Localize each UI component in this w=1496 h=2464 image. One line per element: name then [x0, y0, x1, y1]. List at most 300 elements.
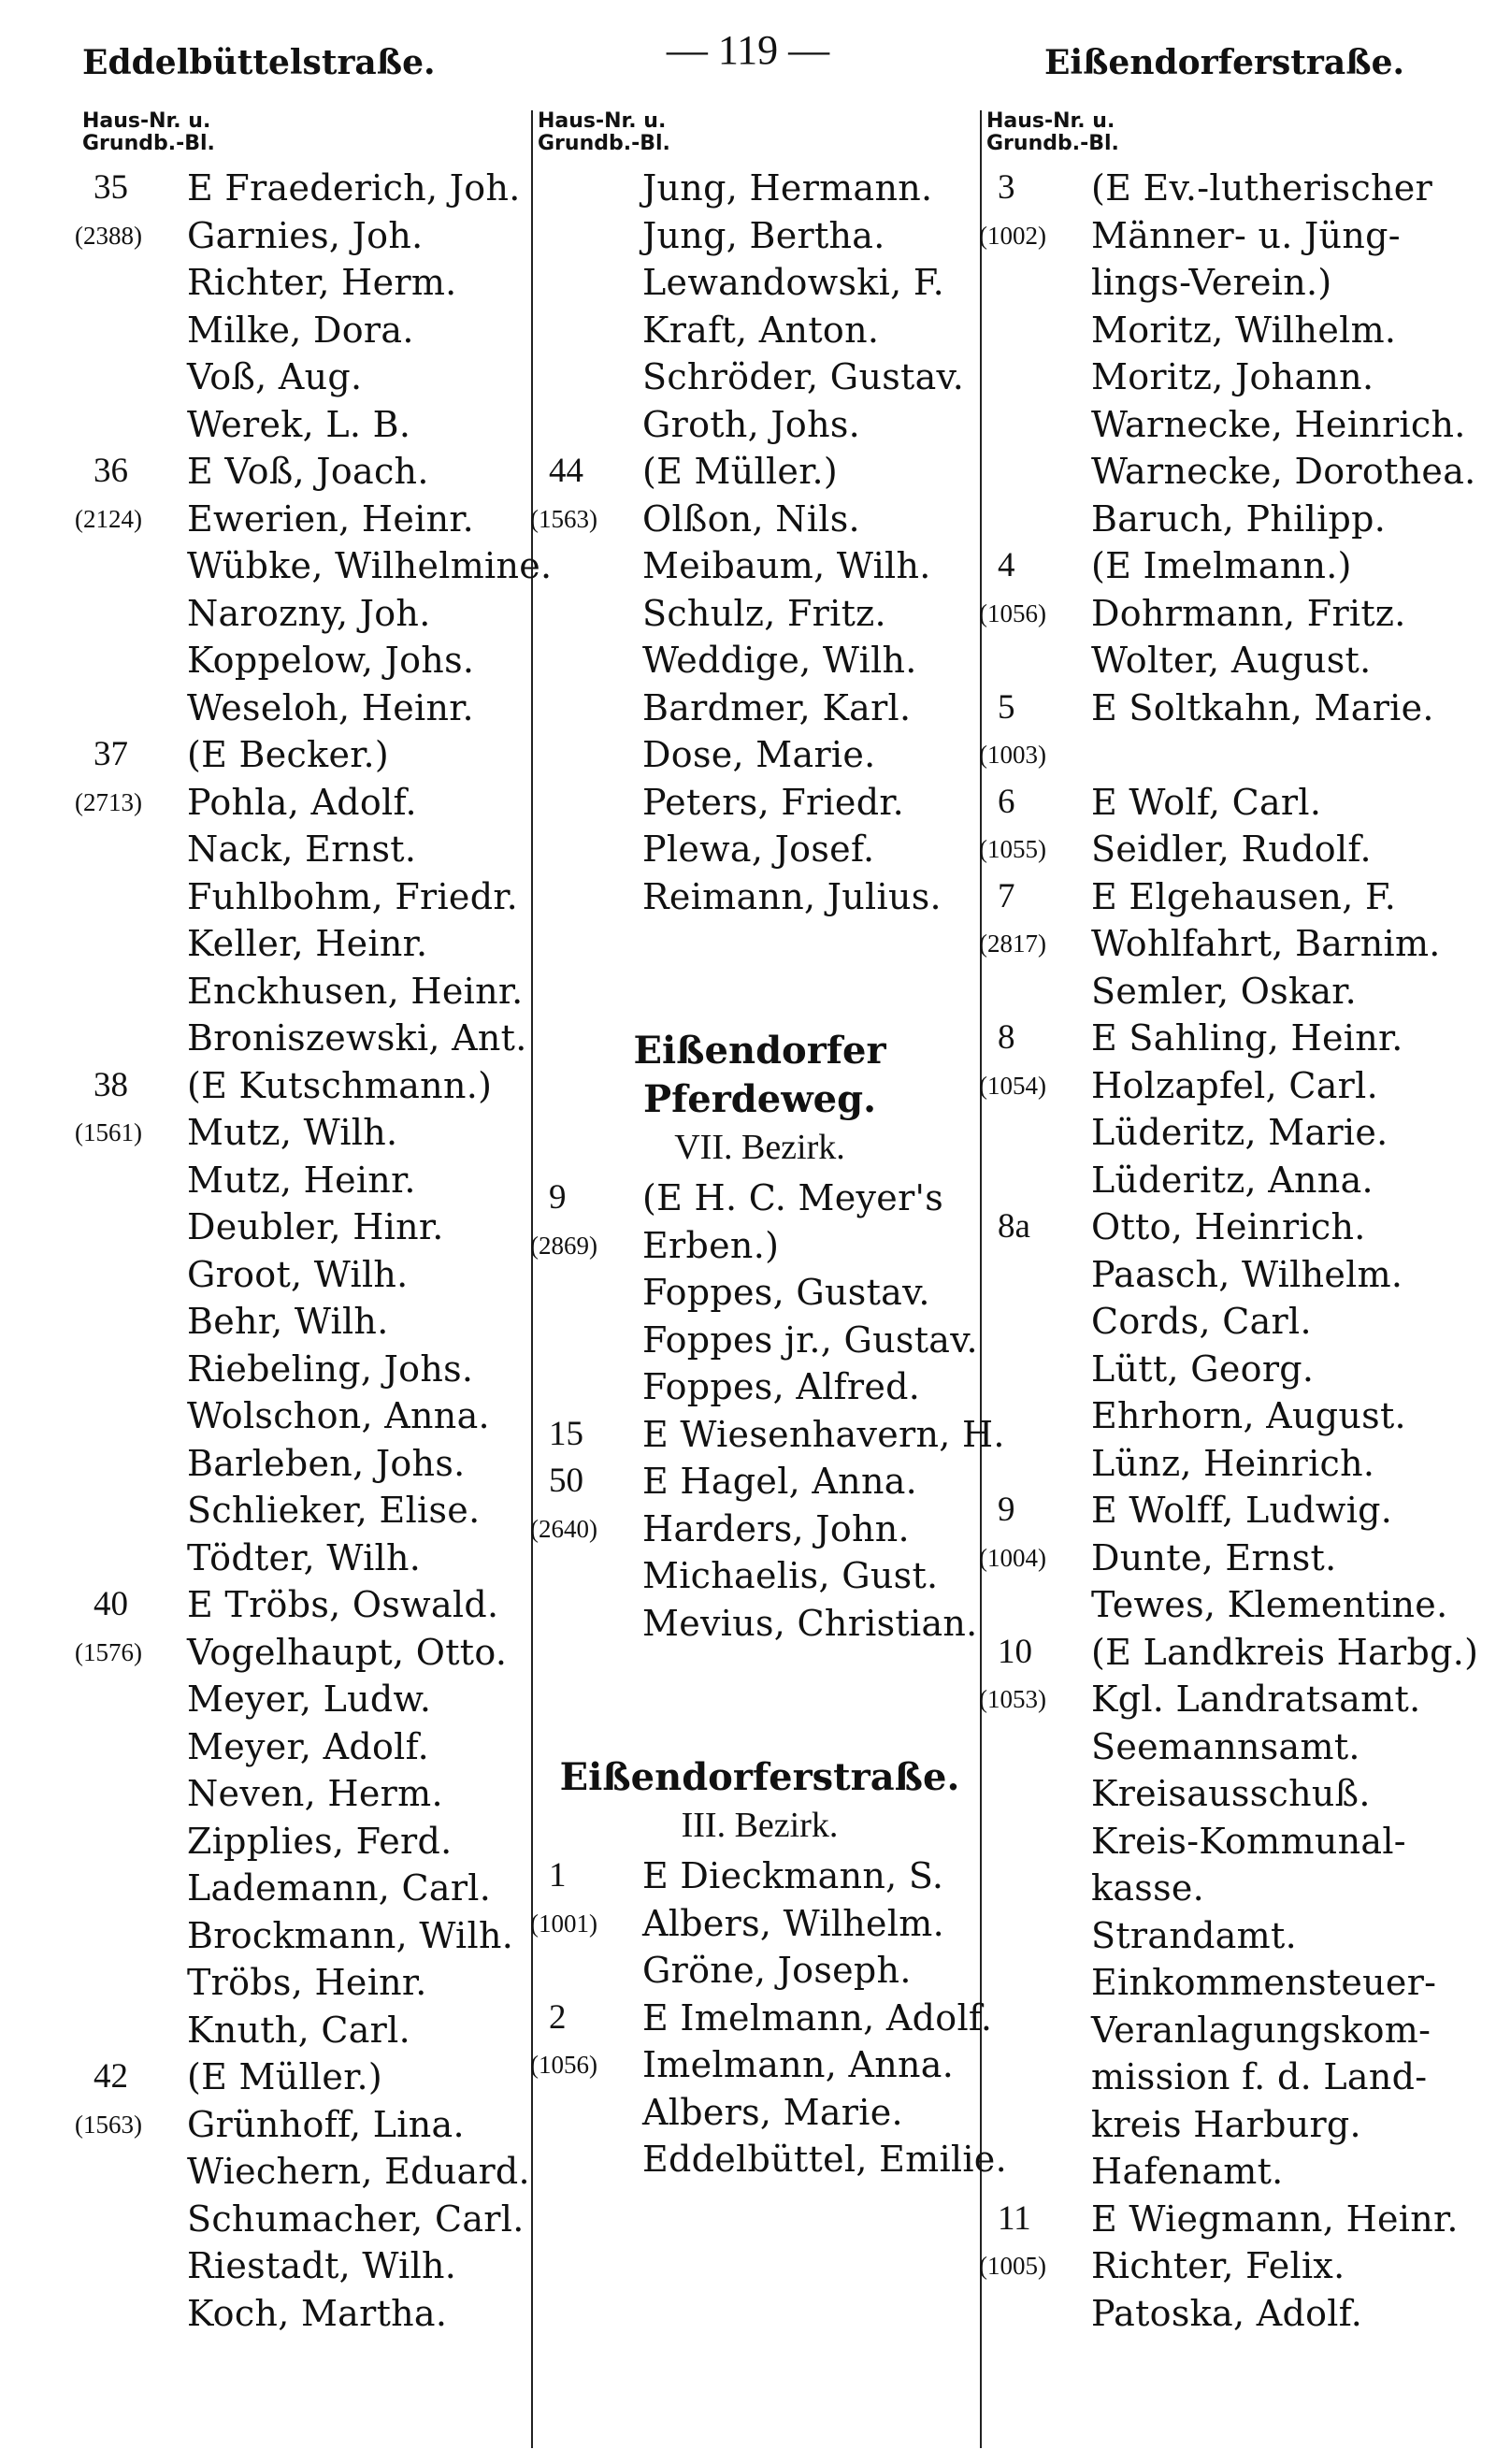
directory-entry	[986, 161, 1473, 209]
directory-entry	[538, 1849, 982, 1896]
resident-name: kreis Harburg.	[1091, 2103, 1361, 2145]
entry-list	[530, 161, 982, 917]
directory-entry	[538, 1454, 982, 1502]
resident-name: Wohlfahrt, Barnim.	[1091, 923, 1441, 964]
directory-entry	[538, 1407, 1005, 1455]
resident-name: Knuth, Carl.	[187, 2009, 410, 2051]
land-register-number: (2713)	[75, 787, 142, 816]
directory-entry	[538, 1943, 982, 1991]
directory-entry	[538, 1549, 982, 1596]
directory-entry	[979, 586, 1473, 634]
directory-entry	[979, 2239, 1473, 2286]
resident-name: Dunte, Ernst.	[1091, 1536, 1337, 1578]
directory-entry	[82, 870, 531, 917]
directory-entry	[530, 1502, 982, 1549]
house-number: 50	[549, 1462, 583, 1500]
resident-name: Lademann, Carl.	[187, 1867, 492, 1909]
directory-entry	[986, 681, 1473, 728]
land-register-number: (1005)	[979, 2252, 1046, 2280]
directory-entry	[538, 1171, 982, 1218]
resident-name: Wolter, August.	[1091, 640, 1372, 681]
house-number: 44	[549, 452, 583, 490]
directory-entry	[986, 2144, 1473, 2192]
directory-entry	[82, 2239, 531, 2286]
directory-entry	[986, 1483, 1473, 1531]
directory-entry	[979, 916, 1473, 964]
directory-entry	[75, 1625, 531, 1673]
house-number: 5	[998, 687, 1015, 727]
directory-entry	[979, 728, 1473, 775]
resident-name: Vogelhaupt, Otto.	[187, 1631, 508, 1673]
resident-name: Voß, Aug.	[187, 356, 363, 397]
directory-entry	[986, 1861, 1473, 1909]
resident-name: Mutz, Heinr.	[187, 1159, 416, 1201]
land-register-number: (2817)	[979, 929, 1046, 958]
directory-entry	[82, 728, 531, 775]
resident-name: Kreisausschuß.	[1091, 1773, 1371, 1814]
directory-entry	[986, 1814, 1473, 1862]
column-header-line2: Grundb.-Bl.	[986, 132, 1119, 155]
resident-name: Groth, Johs.	[642, 403, 861, 445]
house-number: 3	[998, 168, 1015, 207]
resident-name: mission f. d. Land-	[1091, 2056, 1428, 2097]
directory-entry	[82, 964, 531, 1012]
resident-name: Ewerien, Heinr.	[187, 497, 475, 540]
directory-entry	[82, 2286, 531, 2334]
resident-name: E Wiegmann, Heinr.	[1091, 2197, 1459, 2240]
house-number: 40	[94, 1585, 128, 1623]
house-number: 9	[998, 1491, 1015, 1529]
resident-name: Seemannsamt.	[1091, 1725, 1360, 1767]
resident-name: Warnecke, Dorothea.	[1091, 451, 1476, 492]
land-register-number: (1053)	[979, 1685, 1046, 1713]
resident-name: Moritz, Johann.	[1091, 356, 1374, 397]
directory-entry	[986, 964, 1473, 1012]
land-register-number: (1563)	[75, 2110, 142, 2139]
land-register-number: (2640)	[530, 1514, 597, 1543]
directory-entry	[82, 1059, 531, 1106]
directory-entry	[986, 492, 1473, 540]
directory-entry	[538, 1265, 982, 1313]
resident-name: lings-Verein.)	[1091, 262, 1332, 303]
land-register-number: (1004)	[979, 1543, 1046, 1572]
section-district: VII. Bezirk.	[674, 1128, 845, 1167]
entry-list	[530, 1171, 1005, 1644]
directory-entry	[82, 633, 531, 681]
resident-name: Foppes, Alfred.	[642, 1366, 921, 1407]
resident-name: Brockmann, Wilh.	[187, 1914, 514, 1956]
resident-name: E Soltkahn, Marie.	[1091, 686, 1434, 728]
resident-name: Neven, Herm.	[187, 1773, 443, 1814]
directory-entry	[538, 1991, 993, 2039]
resident-name: Broniszewski, Ant.	[187, 1017, 527, 1059]
resident-name: E Fraederich, Joh.	[187, 167, 521, 209]
directory-entry	[75, 209, 531, 256]
directory-entry	[82, 1766, 531, 1814]
resident-name: Riebeling, Johs.	[187, 1347, 474, 1390]
resident-name: Garnies, Joh.	[187, 214, 424, 256]
house-number: 10	[998, 1632, 1032, 1671]
directory-entry	[986, 2097, 1473, 2145]
resident-name: Enckhusen, Heinr.	[187, 970, 524, 1012]
directory-entry	[538, 2132, 1007, 2180]
column-divider	[531, 110, 533, 2448]
directory-entry	[82, 681, 531, 728]
resident-name: Paasch, Wilhelm.	[1091, 1253, 1403, 1295]
directory-entry	[82, 822, 531, 870]
resident-name: (E Imelmann.)	[1091, 545, 1352, 586]
entry-list	[530, 1849, 1007, 2180]
directory-entry	[538, 539, 982, 586]
resident-name: Veranlagungskom-	[1091, 2009, 1431, 2051]
resident-name: Hafenamt.	[1091, 2151, 1284, 2192]
directory-entry	[538, 209, 982, 256]
entry-list	[979, 161, 1479, 2334]
resident-name: Cords, Carl.	[1091, 1301, 1312, 1342]
directory-entry	[75, 775, 531, 823]
directory-entry	[986, 2003, 1473, 2051]
directory-entry	[82, 397, 531, 445]
resident-name: Einkommensteuer-	[1091, 1962, 1437, 2003]
directory-entry	[986, 1153, 1473, 1201]
resident-name: Kraft, Anton.	[642, 309, 880, 351]
resident-name: Dose, Marie.	[642, 734, 876, 775]
directory-entry	[986, 1342, 1473, 1390]
directory-entry	[82, 1436, 531, 1484]
directory-entry	[986, 1436, 1473, 1484]
land-register-number: (2869)	[530, 1231, 597, 1260]
resident-name: Koch, Martha.	[187, 2292, 448, 2334]
directory-entry	[538, 775, 982, 823]
resident-name: E Imelmann, Adolf.	[642, 1996, 993, 2039]
resident-name: Jung, Bertha.	[642, 214, 885, 256]
section-district: III. Bezirk.	[681, 1806, 839, 1845]
resident-name: Milke, Dora.	[187, 309, 414, 351]
resident-name: Keller, Heinr.	[187, 923, 428, 964]
land-register-number: (1055)	[979, 835, 1046, 863]
directory-entry	[82, 1294, 531, 1342]
house-number: 9	[549, 1178, 567, 1217]
resident-name: Imelmann, Anna.	[642, 2044, 955, 2085]
resident-name: Schröder, Gustav.	[642, 356, 965, 397]
resident-name: Otto, Heinrich.	[1091, 1206, 1366, 1247]
directory-entry	[82, 161, 531, 209]
land-register-number: (1563)	[530, 504, 597, 533]
resident-name: (E Becker.)	[187, 734, 390, 775]
directory-entry	[986, 870, 1473, 917]
resident-name: Harders, John.	[642, 1507, 910, 1549]
resident-name: Holzapfel, Carl.	[1091, 1064, 1378, 1106]
directory-entry	[986, 1105, 1473, 1153]
resident-name: E Wiesenhavern, H.	[642, 1413, 1005, 1455]
land-register-number: (1054)	[979, 1071, 1046, 1100]
resident-name: Albers, Marie.	[642, 2091, 903, 2133]
directory-entry	[538, 2085, 982, 2133]
resident-name: E Tröbs, Oswald.	[187, 1584, 499, 1625]
resident-name: Schlieker, Elise.	[187, 1490, 481, 1531]
resident-name: Patoska, Adolf.	[1091, 2292, 1363, 2334]
resident-name: Nack, Ernst.	[187, 829, 417, 870]
house-number: 15	[549, 1414, 583, 1453]
directory-entry	[986, 444, 1476, 492]
column-header-line1: Haus-Nr. u.	[538, 109, 667, 133]
directory-entry	[82, 1672, 531, 1720]
resident-name: Strandamt.	[1091, 1914, 1297, 1956]
column-header-line2: Grundb.-Bl.	[82, 132, 215, 155]
resident-name: Richter, Felix.	[1091, 2245, 1345, 2286]
resident-name: E Hagel, Anna.	[642, 1461, 918, 1502]
directory-entry	[82, 1483, 531, 1531]
resident-name: Pohla, Adolf.	[187, 781, 417, 823]
house-number: 7	[998, 876, 1015, 915]
column-header-line2: Grundb.-Bl.	[538, 132, 670, 155]
house-number: 11	[998, 2198, 1031, 2238]
directory-entry	[986, 1625, 1479, 1673]
directory-entry	[82, 1578, 531, 1625]
house-number: 35	[94, 168, 128, 207]
resident-name: Richter, Herm.	[187, 262, 457, 303]
house-number: 6	[998, 782, 1015, 821]
resident-name: Lüderitz, Anna.	[1091, 1159, 1374, 1201]
resident-name: Olßon, Nils.	[642, 497, 860, 540]
directory-entry	[82, 1955, 531, 2003]
directory-entry	[986, 2192, 1473, 2240]
land-register-number: (1002)	[979, 221, 1046, 250]
directory-entry	[979, 1531, 1473, 1578]
directory-entry	[82, 2003, 531, 2051]
directory-entry	[986, 1955, 1473, 2003]
resident-name: (E H. C. Meyer's	[642, 1177, 944, 1218]
resident-name: Zipplies, Ferd.	[187, 1820, 453, 1862]
resident-name: Seidler, Rudolf.	[1091, 829, 1372, 870]
resident-name: Warnecke, Heinrich.	[1091, 403, 1466, 445]
directory-entry	[530, 492, 982, 540]
house-number: 36	[94, 452, 128, 490]
directory-entry	[82, 1342, 531, 1390]
resident-name: Tödter, Wilh.	[187, 1536, 422, 1578]
directory-entry	[538, 255, 982, 303]
house-number: 1	[549, 1856, 567, 1895]
directory-entry	[75, 2097, 531, 2145]
section-title: Eißendorferstraße.	[559, 1755, 960, 1799]
house-number: 8a	[998, 1207, 1030, 1246]
directory-entry	[986, 1011, 1473, 1059]
resident-name: (E Müller.)	[642, 451, 839, 492]
resident-name: Riestadt, Wilh.	[187, 2245, 457, 2286]
resident-name: Grünhoff, Lina.	[187, 2103, 465, 2145]
directory-entry	[538, 728, 982, 775]
house-number: 37	[94, 735, 128, 773]
directory-entry	[82, 255, 531, 303]
resident-name: Eddelbüttel, Emilie.	[642, 2139, 1007, 2180]
directory-entry	[979, 822, 1473, 870]
directory-entry	[82, 1814, 531, 1862]
resident-name: Gröne, Joseph.	[642, 1950, 912, 1991]
resident-name: E Wolf, Carl.	[1091, 781, 1322, 823]
directory-entry	[538, 303, 982, 351]
directory-entry	[986, 775, 1473, 823]
resident-name: (E Müller.)	[187, 2056, 383, 2097]
directory-entry	[82, 1011, 531, 1059]
directory-entry	[538, 681, 982, 728]
resident-name: E Elgehausen, F.	[1091, 875, 1397, 917]
directory-entry	[538, 633, 982, 681]
resident-name: Dohrmann, Fritz.	[1091, 592, 1406, 634]
resident-name: (E Kutschmann.)	[187, 1064, 493, 1106]
directory-entry	[538, 444, 982, 492]
house-number: 4	[998, 546, 1015, 584]
land-register-number: (2388)	[75, 221, 142, 250]
resident-name: Bardmer, Karl.	[642, 686, 912, 728]
resident-name: Albers, Wilhelm.	[642, 1902, 944, 1944]
resident-name: E Wolff, Ludwig.	[1091, 1490, 1393, 1531]
resident-name: Ehrhorn, August.	[1091, 1395, 1406, 1436]
directory-entry	[986, 350, 1473, 397]
resident-name: Weddige, Wilh.	[642, 640, 917, 681]
directory-entry	[82, 1909, 531, 1956]
resident-name: Kgl. Landratsamt.	[1091, 1679, 1421, 1720]
directory-entry	[82, 1531, 531, 1578]
house-number: 2	[549, 1997, 567, 2037]
directory-entry	[538, 822, 982, 870]
directory-entry	[82, 2144, 531, 2192]
directory-entry	[986, 255, 1473, 303]
directory-entry	[82, 303, 531, 351]
directory-entry	[538, 1360, 982, 1407]
land-register-number: (1001)	[530, 1909, 597, 1938]
resident-name: Foppes jr., Gustav.	[642, 1318, 978, 1361]
resident-name: Mevius, Christian.	[642, 1602, 978, 1644]
column-2	[530, 109, 1007, 2448]
page-number: — 119 —	[666, 27, 830, 73]
resident-name: Groot, Wilh.	[187, 1253, 409, 1295]
resident-name: Lewandowski, F.	[642, 262, 944, 303]
directory-entry	[986, 1578, 1473, 1625]
directory-entry	[82, 1200, 531, 1247]
header-street-right: Eißendorferstraße.	[1043, 43, 1404, 82]
resident-name: Werek, L. B.	[187, 403, 411, 445]
resident-name: Kreis-Kommunal-	[1091, 1820, 1406, 1862]
directory-entry	[538, 1313, 982, 1361]
resident-name: Lütt, Georg.	[1091, 1347, 1315, 1390]
header-street-left: Eddelbüttelstraße.	[82, 43, 436, 82]
land-register-number: (1561)	[75, 1118, 142, 1146]
directory-entry	[986, 539, 1473, 586]
land-register-number: (1056)	[979, 598, 1046, 627]
directory-entry	[82, 1861, 531, 1909]
resident-name: Tewes, Klementine.	[1091, 1584, 1448, 1625]
directory-entry	[986, 1294, 1473, 1342]
directory-entry	[538, 586, 982, 634]
directory-entry	[530, 2038, 982, 2085]
directory-entry	[538, 161, 982, 209]
directory-entry	[82, 444, 531, 492]
land-register-number: (2124)	[75, 504, 142, 533]
column-1	[75, 109, 553, 2448]
directory-entry	[82, 539, 553, 586]
house-number: 38	[94, 1065, 128, 1104]
directory-entry	[538, 397, 982, 445]
directory-entry	[986, 1200, 1473, 1247]
resident-name: Wübke, Wilhelmine.	[187, 545, 553, 586]
section-gap	[538, 1643, 982, 1753]
resident-name: Semler, Oskar.	[1091, 970, 1357, 1012]
directory-entry	[986, 2286, 1473, 2334]
resident-name: Moritz, Wilhelm.	[1091, 309, 1397, 351]
resident-name: Fuhlbohm, Friedr.	[187, 875, 519, 917]
land-register-number: (1576)	[75, 1637, 142, 1666]
directory-entry	[986, 1909, 1473, 1956]
resident-name: Lüderitz, Marie.	[1091, 1112, 1388, 1153]
directory-entry	[986, 2050, 1473, 2097]
resident-name: Reimann, Julius.	[642, 875, 942, 917]
resident-name: Tröbs, Heinr.	[187, 1962, 427, 2003]
resident-name: Koppelow, Johs.	[187, 640, 475, 681]
resident-name: Deubler, Hinr.	[187, 1206, 444, 1247]
section-gap	[538, 916, 982, 1027]
resident-name: (E Landkreis Harbg.)	[1091, 1631, 1479, 1673]
section-title: Eißendorfer Pferdeweg.	[633, 1029, 886, 1121]
column-header-line1: Haus-Nr. u.	[986, 109, 1115, 133]
resident-name: Lünz, Heinrich.	[1091, 1442, 1375, 1484]
resident-name: Wolschon, Anna.	[187, 1395, 490, 1436]
house-number: 8	[998, 1018, 1015, 1057]
resident-name: E Sahling, Heinr.	[1091, 1017, 1403, 1059]
land-register-number: (1056)	[530, 2051, 597, 2079]
resident-name: Meyer, Ludw.	[187, 1679, 432, 1720]
directory-entry	[82, 1247, 531, 1295]
resident-name: Baruch, Philipp.	[1091, 497, 1387, 540]
directory-entry	[986, 1720, 1473, 1767]
resident-name: E Voß, Joach.	[187, 451, 429, 492]
column-header-line1: Haus-Nr. u.	[82, 109, 211, 133]
resident-name: Foppes, Gustav.	[642, 1272, 930, 1313]
directory-entry	[82, 1720, 531, 1767]
resident-name: Meibaum, Wilh.	[642, 545, 931, 586]
directory-entry	[979, 1059, 1473, 1106]
entry-list	[75, 161, 553, 2334]
column-3	[979, 109, 1479, 2448]
resident-name: Barleben, Johs.	[187, 1442, 466, 1484]
resident-name: Behr, Wilh.	[187, 1301, 389, 1342]
directory-entry	[979, 209, 1473, 256]
directory-entry	[530, 1218, 982, 1266]
directory-entry	[538, 1596, 982, 1644]
directory-entry	[538, 350, 982, 397]
resident-name: Weseloh, Heinr.	[187, 686, 474, 728]
resident-name: Peters, Friedr.	[642, 781, 904, 823]
directory-entry	[75, 1105, 531, 1153]
running-head	[0, 26, 1496, 86]
resident-name: Plewa, Josef.	[642, 829, 875, 870]
resident-name: E Dieckmann, S.	[642, 1855, 944, 1896]
resident-name: Männer- u. Jüng-	[1091, 214, 1401, 256]
resident-name: Michaelis, Gust.	[642, 1555, 939, 1596]
resident-name: Wiechern, Eduard.	[187, 2151, 530, 2192]
resident-name: Schumacher, Carl.	[187, 2197, 525, 2240]
land-register-number: (1003)	[979, 741, 1046, 769]
resident-name: Meyer, Adolf.	[187, 1725, 429, 1767]
directory-entry	[82, 350, 531, 397]
directory-entry	[986, 633, 1473, 681]
directory-entry	[538, 870, 982, 917]
resident-name: Jung, Hermann.	[642, 167, 933, 209]
directory-entry	[986, 303, 1473, 351]
directory-entry	[75, 492, 531, 540]
resident-name: (E Ev.-lutherischer	[1091, 167, 1433, 209]
directory-entry	[986, 397, 1473, 445]
resident-name: Narozny, Joh.	[187, 592, 431, 634]
